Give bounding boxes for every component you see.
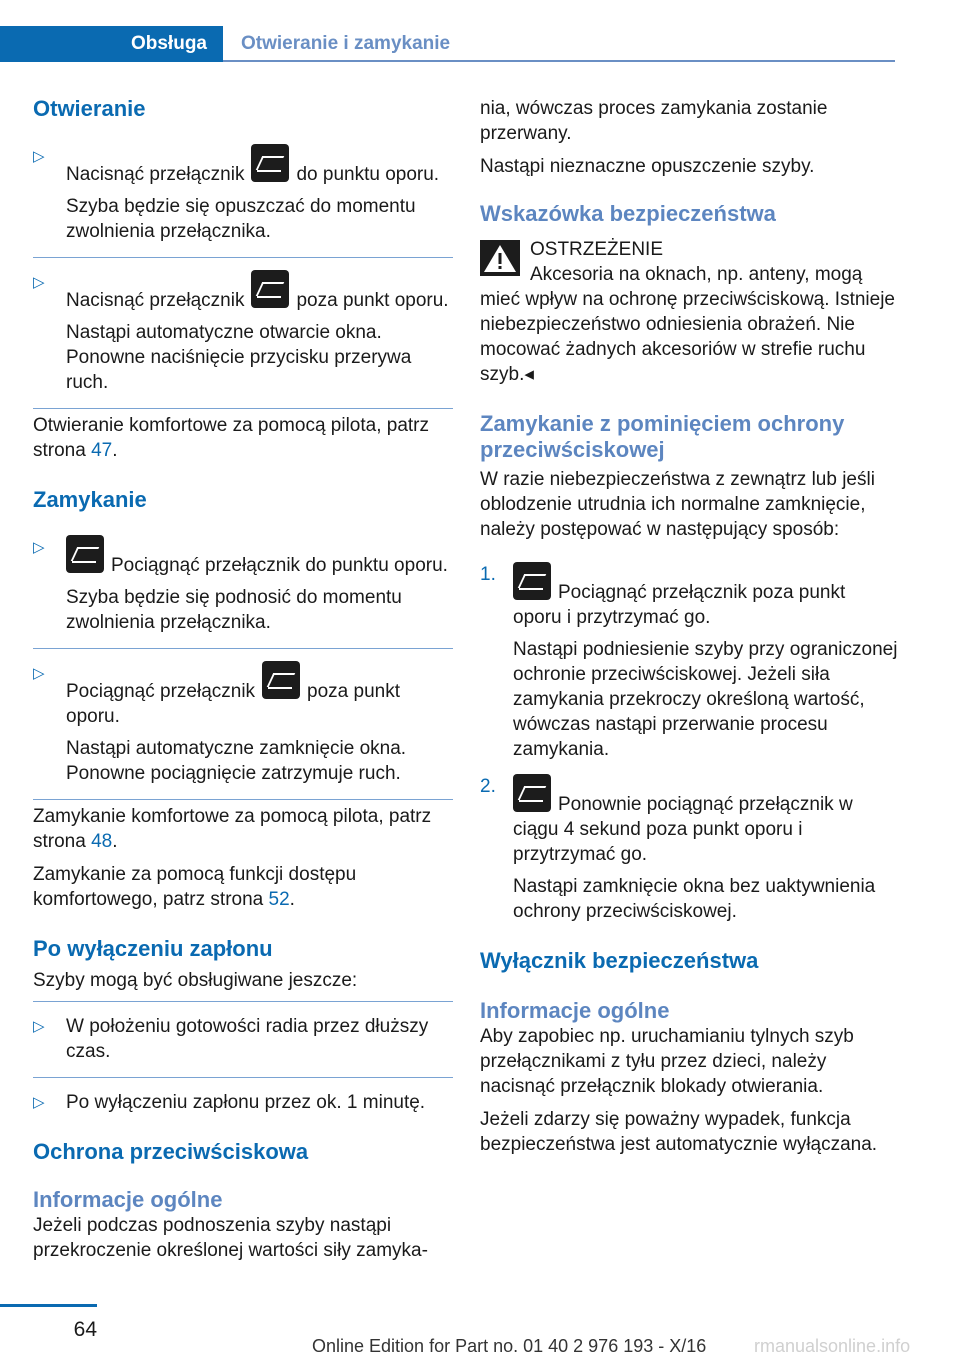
paragraph: Szyby mogą być obsługiwane jeszcze: <box>33 970 358 991</box>
numbered-step: 2. Ponownie pociągnąć przełącznik w ciągu 4 sekund poza punkt oporu i przytrzymać go. Nastąpi zamknięcie okna bez uaktywnienia ochrony przeciwściskowej. <box>480 776 876 922</box>
paragraph: Zamykanie komfortowe za pomocą pilota, patrz strona 48. <box>33 806 432 852</box>
subheading: Informacje ogólne <box>480 998 670 1023</box>
warning-block <box>480 237 898 262</box>
header-underline <box>223 60 895 62</box>
window-switch-icon <box>513 562 551 600</box>
triangle-bullet-icon: ▷ <box>33 539 45 556</box>
divider <box>33 257 453 258</box>
list-item: ▷ Nacisnąć przełącznik do punktu oporu. Szyba będzie się opuszczać do momentu zwolnienia przełącznika. <box>33 144 453 244</box>
numbered-step: 1. Pociągnąć przełącznik poza punkt oporu i przytrzymać go. Nastąpi podniesienie szyby przy ograniczonej ochronie przeciwściskowej. Jeżeli siła zamykania przekroczy określoną wartość, wówczas nastąpi przerwanie procesu zamykania. <box>480 564 898 760</box>
paragraph: Aby zapobiec np. uruchamianiu tylnych szyb przełącznikami z tyłu przez dzieci, należy nacisnąć przełącznik blokady otwierania. <box>480 1026 854 1097</box>
paragraph: Nastąpi nieznaczne opuszczenie szyby. <box>480 156 815 177</box>
triangle-bullet-icon: ▷ <box>33 1094 45 1111</box>
divider <box>33 799 453 800</box>
page-link[interactable]: 52 <box>268 889 290 910</box>
warning-text: Akcesoria na oknach, np. anteny, mogą mieć wpływ na ochronę przeciwściskową. Istnieje niebezpieczeństwo odniesienia obrażeń. Nie mocować żadnych akcesoriów w strefie ruchu szyb.◂ <box>480 264 895 385</box>
page-header <box>0 26 895 62</box>
paragraph: Jeżeli podczas podnoszenia szyby nastąpi przekroczenie określonej wartości siły zamyka- <box>33 1215 428 1261</box>
window-switch-icon <box>66 535 104 573</box>
heading-otwieranie: Otwieranie <box>33 96 146 121</box>
page-link[interactable]: 48 <box>91 831 113 852</box>
list-item: ▷ Nacisnąć przełącznik poza punkt oporu. Nastąpi automatyczne otwarcie okna. Ponowne naciśnięcie przycisku przerywa ruch. <box>33 270 453 395</box>
list-item: ▷ W położeniu gotowości radia przez dłuższy czas. <box>33 1016 429 1062</box>
edition-text: Online Edition for Part no. 01 40 2 976 193 - X/16 <box>312 1336 707 1356</box>
paragraph: nia, wówczas proces zamykania zostanie przerwany. <box>480 98 828 144</box>
chapter-tab[interactable]: Obsługa <box>0 26 223 62</box>
subheading-bypass: Zamykanie z pominięciem ochrony przeciwściskowej <box>480 411 845 462</box>
triangle-bullet-icon: ▷ <box>33 1018 45 1035</box>
watermark: rmanualsonline.info <box>754 1336 911 1356</box>
window-switch-icon <box>251 270 289 308</box>
paragraph: W razie niebezpieczeństwa z zewnątrz lub jeśli oblodzenie utrudnia ich normalne zamknięcie, należy postępować w następujący sposób: <box>480 469 875 540</box>
page-number: 64 <box>73 1318 97 1341</box>
heading-zamykanie: Zamykanie <box>33 487 147 512</box>
warning-label: OSTRZEŻENIE <box>530 239 664 260</box>
divider <box>33 1001 453 1002</box>
subheading: Informacje ogólne <box>33 1187 223 1212</box>
page-link[interactable]: 47 <box>91 440 113 461</box>
heading-lock: Wyłącznik bezpieczeństwa <box>480 948 759 973</box>
heading-ignition: Po wyłączeniu zapłonu <box>33 936 273 961</box>
heading-protection: Ochrona przeciwściskowa <box>33 1139 309 1164</box>
window-switch-icon <box>251 144 289 182</box>
list-item: ▷ Po wyłączeniu zapłonu przez ok. 1 minutę. <box>33 1092 426 1113</box>
paragraph: Zamykanie za pomocą funkcji dostępu komfortowego, patrz strona 52. <box>33 864 357 910</box>
divider <box>33 1077 453 1078</box>
step-number: 2. <box>480 776 496 797</box>
paragraph: Jeżeli zdarzy się poważny wypadek, funkcja bezpieczeństwa jest automatycznie wyłączana. <box>480 1109 878 1155</box>
triangle-bullet-icon: ▷ <box>33 665 45 682</box>
triangle-bullet-icon: ▷ <box>33 274 45 291</box>
list-item: ▷ Pociągnąć przełącznik poza punkt oporu. Nastąpi automatyczne zamknięcie okna. Ponowne pociągnięcie zatrzymuje ruch. <box>33 661 453 786</box>
divider <box>33 408 453 409</box>
window-switch-icon <box>513 774 551 812</box>
window-switch-icon <box>262 661 300 699</box>
warning-triangle-icon <box>480 240 520 276</box>
section-tab[interactable]: Otwieranie i zamykanie <box>241 33 451 54</box>
right-column <box>480 96 898 1157</box>
left-column <box>33 96 453 1263</box>
subheading-safety: Wskazówka bezpieczeństwa <box>480 201 776 226</box>
paragraph: Otwieranie komfortowe za pomocą pilota, patrz strona 47. <box>33 415 430 461</box>
list-item: ▷ Pociągnąć przełącznik do punktu oporu. Szyba będzie się podnosić do momentu zwolnienia przełącznika. <box>33 535 453 635</box>
footer-rule <box>0 1304 97 1307</box>
step-number: 1. <box>480 564 496 585</box>
divider <box>33 648 453 649</box>
triangle-bullet-icon: ▷ <box>33 148 45 165</box>
